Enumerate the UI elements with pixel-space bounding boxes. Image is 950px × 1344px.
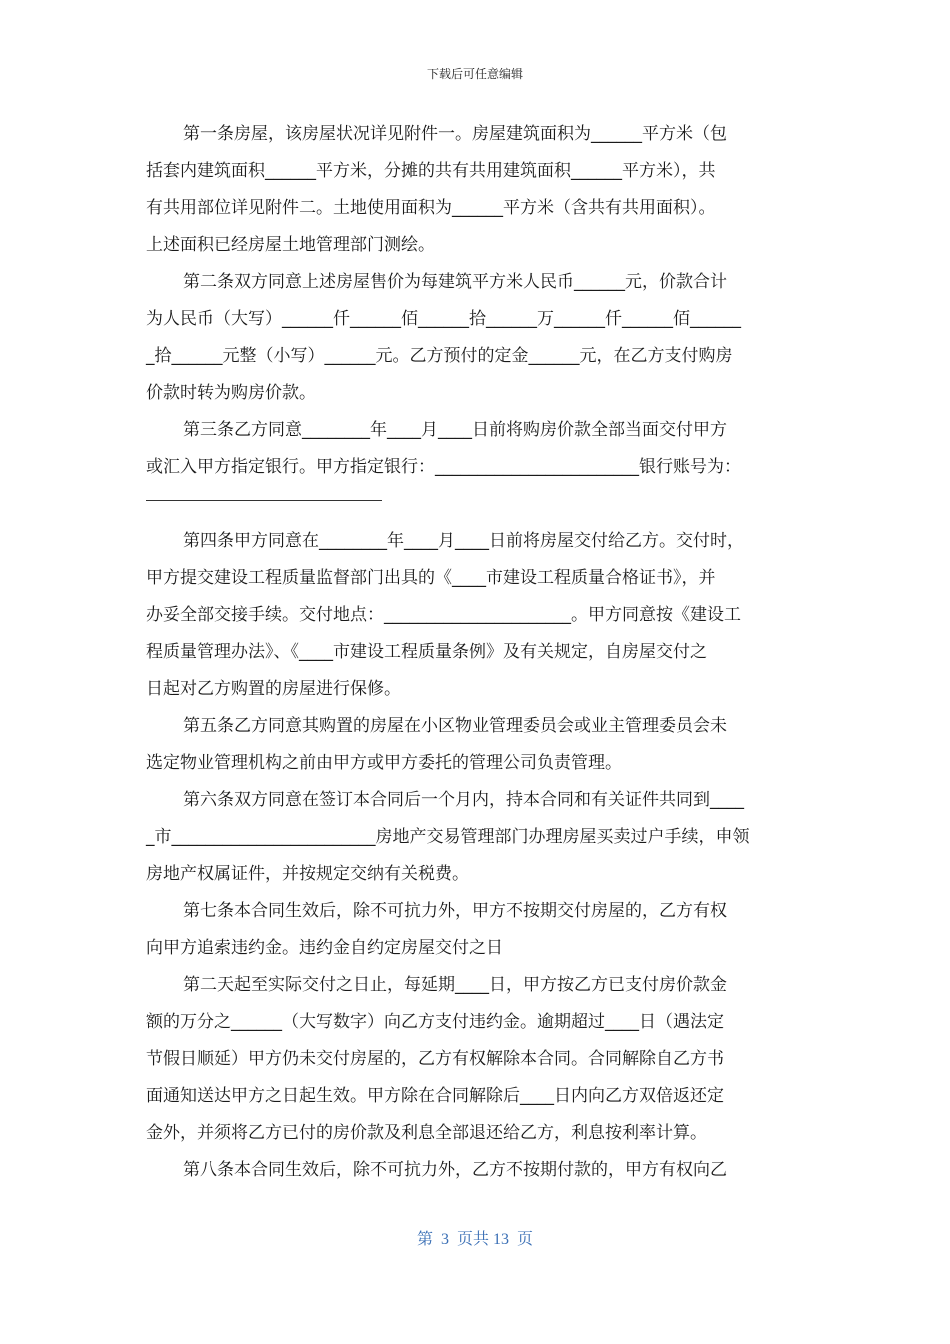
document-body: [146, 116, 808, 1189]
text-line: 第四条甲方同意在________年____月____日前将房屋交付给乙方。交付时，: [183, 531, 744, 551]
text-line: 选定物业管理机构之前由甲方或甲方委托的管理公司负责管理。: [146, 753, 622, 773]
text-line: 第五条乙方同意其购置的房屋在小区物业管理委员会或业主管理委员会未: [183, 716, 727, 736]
text-line: 上述面积已经房屋土地管理部门测绘。: [146, 235, 435, 255]
text-line: 节假日顺延）甲方仍未交付房屋的，乙方有权解除本合同。合同解除自乙方书: [146, 1049, 724, 1069]
text-line: 第二天起至实际交付之日止，每延期____日，甲方按乙方已支付房价款金: [183, 975, 727, 995]
text-line: 有共用部位详见附件二。土地使用面积为______平方米（含共有共用面积）。: [146, 198, 716, 218]
text-line: 日起对乙方购置的房屋进行保修。: [146, 679, 401, 699]
text-line: 第七条本合同生效后，除不可抗力外，甲方不按期交付房屋的，乙方有权: [183, 901, 727, 921]
text-line: 办妥全部交接手续。交付地点：______________________。甲方同意按《建设工: [146, 605, 741, 625]
text-line: 第三条乙方同意________年____月____日前将购房价款全部当面交付甲方: [183, 420, 727, 440]
blank-underline: [146, 500, 382, 501]
text-line: 第一条房屋，该房屋状况详见附件一。房屋建筑面积为______平方米（包: [183, 124, 727, 144]
text-line: 程质量管理办法》、《____市建设工程质量条例》及有关规定，自房屋交付之: [146, 642, 707, 662]
text-line: 第八条本合同生效后，除不可抗力外，乙方不按期付款的，甲方有权向乙: [183, 1160, 727, 1180]
text-line: 金外，并须将乙方已付的房价款及利息全部退还给乙方，利息按利率计算。: [146, 1123, 707, 1143]
text-line: 第六条双方同意在签订本合同后一个月内，持本合同和有关证件共同到____: [183, 790, 744, 810]
text-line: 向甲方追索违约金。违约金自约定房屋交付之日: [146, 938, 503, 958]
text-line: 价款时转为购房价款。: [146, 383, 316, 403]
text-line: _市________________________房地产交易管理部门办理房屋买卖过户手续，申领: [146, 827, 750, 847]
text-line: 额的万分之______（大写数字）向乙方支付违约金。逾期超过____日（遇法定: [146, 1012, 724, 1032]
page-header: 下载后可任意编辑: [426, 67, 523, 81]
text-line: 为人民币（大写）______仟______佰______拾______万______仟______佰______: [146, 309, 741, 329]
text-line: 房地产权属证件，并按规定交纳有关税费。: [146, 864, 469, 884]
text-line: 或汇入甲方指定银行。甲方指定银行：________________________银行账号为：: [146, 457, 741, 477]
page-footer: 第 3 页共 13 页: [416, 1231, 533, 1248]
text-line: 括套内建筑面积______平方米，分摊的共有共用建筑面积______平方米），共: [146, 161, 716, 181]
text-line: 甲方提交建设工程质量监督部门出具的《____市建设工程质量合格证书》，并: [146, 568, 716, 588]
text-line: _拾______元整（小写）______元。乙方预付的定金______元，在乙方支付购房: [146, 346, 733, 366]
text-line: 面通知送达甲方之日起生效。甲方除在合同解除后____日内向乙方双倍返还定: [146, 1086, 724, 1106]
text-line: 第二条双方同意上述房屋售价为每建筑平方米人民币______元，价款合计: [183, 272, 727, 292]
